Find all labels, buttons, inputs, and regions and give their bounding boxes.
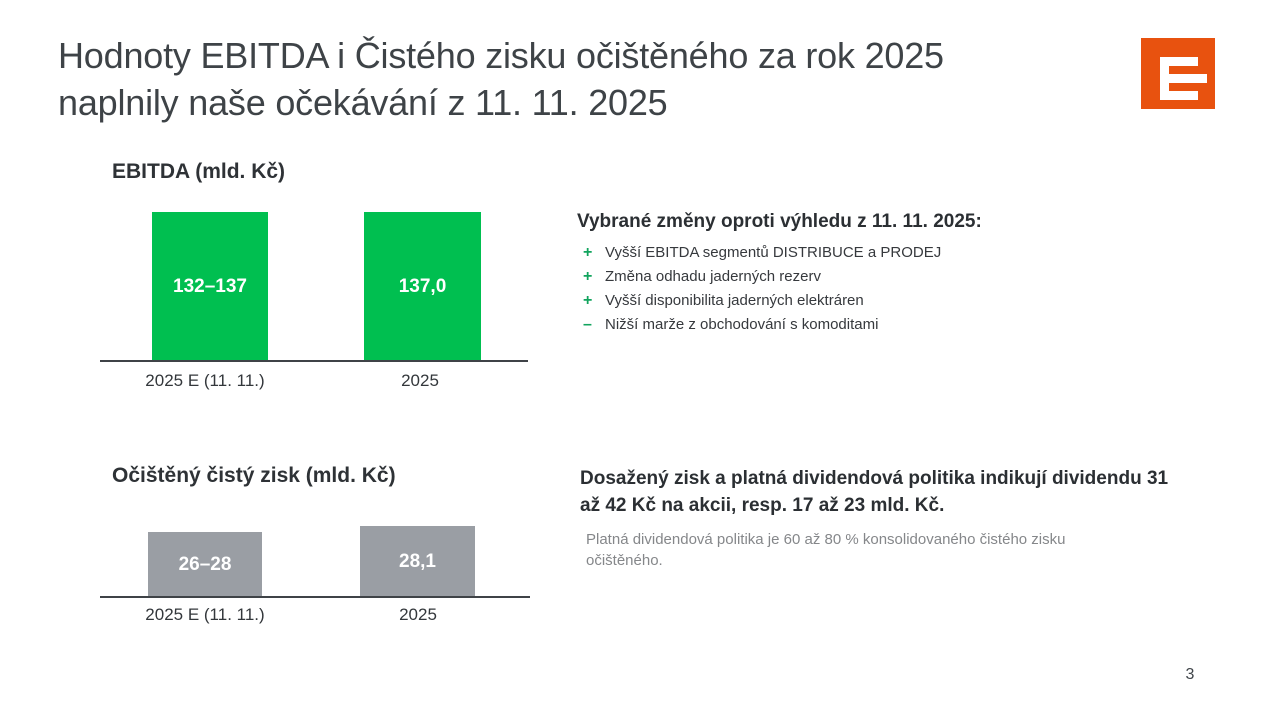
page-number: 3 (1185, 666, 1195, 683)
ebitda-tick-actual: 2025 (401, 371, 439, 390)
dividend-statement: Dosažený zisk a platná dividendová politika indikují dividendu 31 až 42 Kč na akcii, resp. 17 až 23 mld. Kč. (580, 468, 1169, 516)
page-title (58, 32, 1098, 126)
net-income-tick-actual: 2025 (399, 605, 437, 624)
change-item-text: Změna odhadu jaderných rezerv (605, 268, 821, 285)
plus-icon: + (583, 244, 593, 261)
net-income-x-axis (100, 596, 530, 598)
plus-icon: + (583, 292, 593, 309)
changes-heading: Vybrané změny oproti výhledu z 11. 11. 2025: (577, 211, 982, 232)
net-income-bar-estimate-label: 26–28 (178, 553, 232, 575)
change-item-text: Nižší marže z obchodování s komoditami (605, 316, 879, 333)
net-income-bar-actual-label: 28,1 (399, 550, 436, 572)
ebitda-bar-estimate-label: 132–137 (173, 275, 247, 297)
list-item (583, 266, 1143, 290)
cez-logo (1141, 38, 1215, 109)
list-item (583, 242, 1143, 266)
ebitda-bar-estimate (152, 212, 268, 361)
net-income-chart-title: Očištěný čistý zisk (mld. Kč) (112, 464, 396, 487)
net-income-tick-estimate: 2025 E (11. 11.) (145, 605, 265, 624)
ebitda-bar-actual-label: 137,0 (398, 275, 447, 297)
change-item-text: Vyšší EBITDA segmentů DISTRIBUCE a PRODEJ (605, 244, 942, 261)
cez-logo-e-top (1160, 57, 1198, 66)
plus-icon: + (583, 268, 593, 285)
list-item (583, 290, 1143, 314)
ebitda-tick-estimate: 2025 E (11. 11.) (145, 371, 265, 390)
minus-icon: – (583, 316, 592, 333)
ebitda-x-axis (100, 360, 528, 362)
list-item (583, 314, 1143, 338)
ebitda-bar-actual (364, 212, 481, 361)
net-income-bar-estimate (148, 532, 262, 597)
page-title-line-1: Hodnoty EBITDA i Čistého zisku očištěného za rok 2025 (58, 35, 944, 76)
cez-logo-e-middle (1169, 74, 1207, 83)
net-income-bar-actual (360, 526, 475, 597)
change-item-text: Vyšší disponibilita jaderných elektráren (605, 292, 864, 309)
page-title-line-2: naplnily naše očekávání z 11. 11. 2025 (58, 82, 668, 123)
cez-logo-e-bottom (1160, 91, 1198, 100)
dividend-footnote: Platná dividendová politika je 60 až 80 % konsolidovaného čistého zisku očištěného. (586, 531, 1066, 569)
changes-list (583, 242, 1143, 338)
ebitda-chart-title: EBITDA (mld. Kč) (112, 160, 286, 183)
